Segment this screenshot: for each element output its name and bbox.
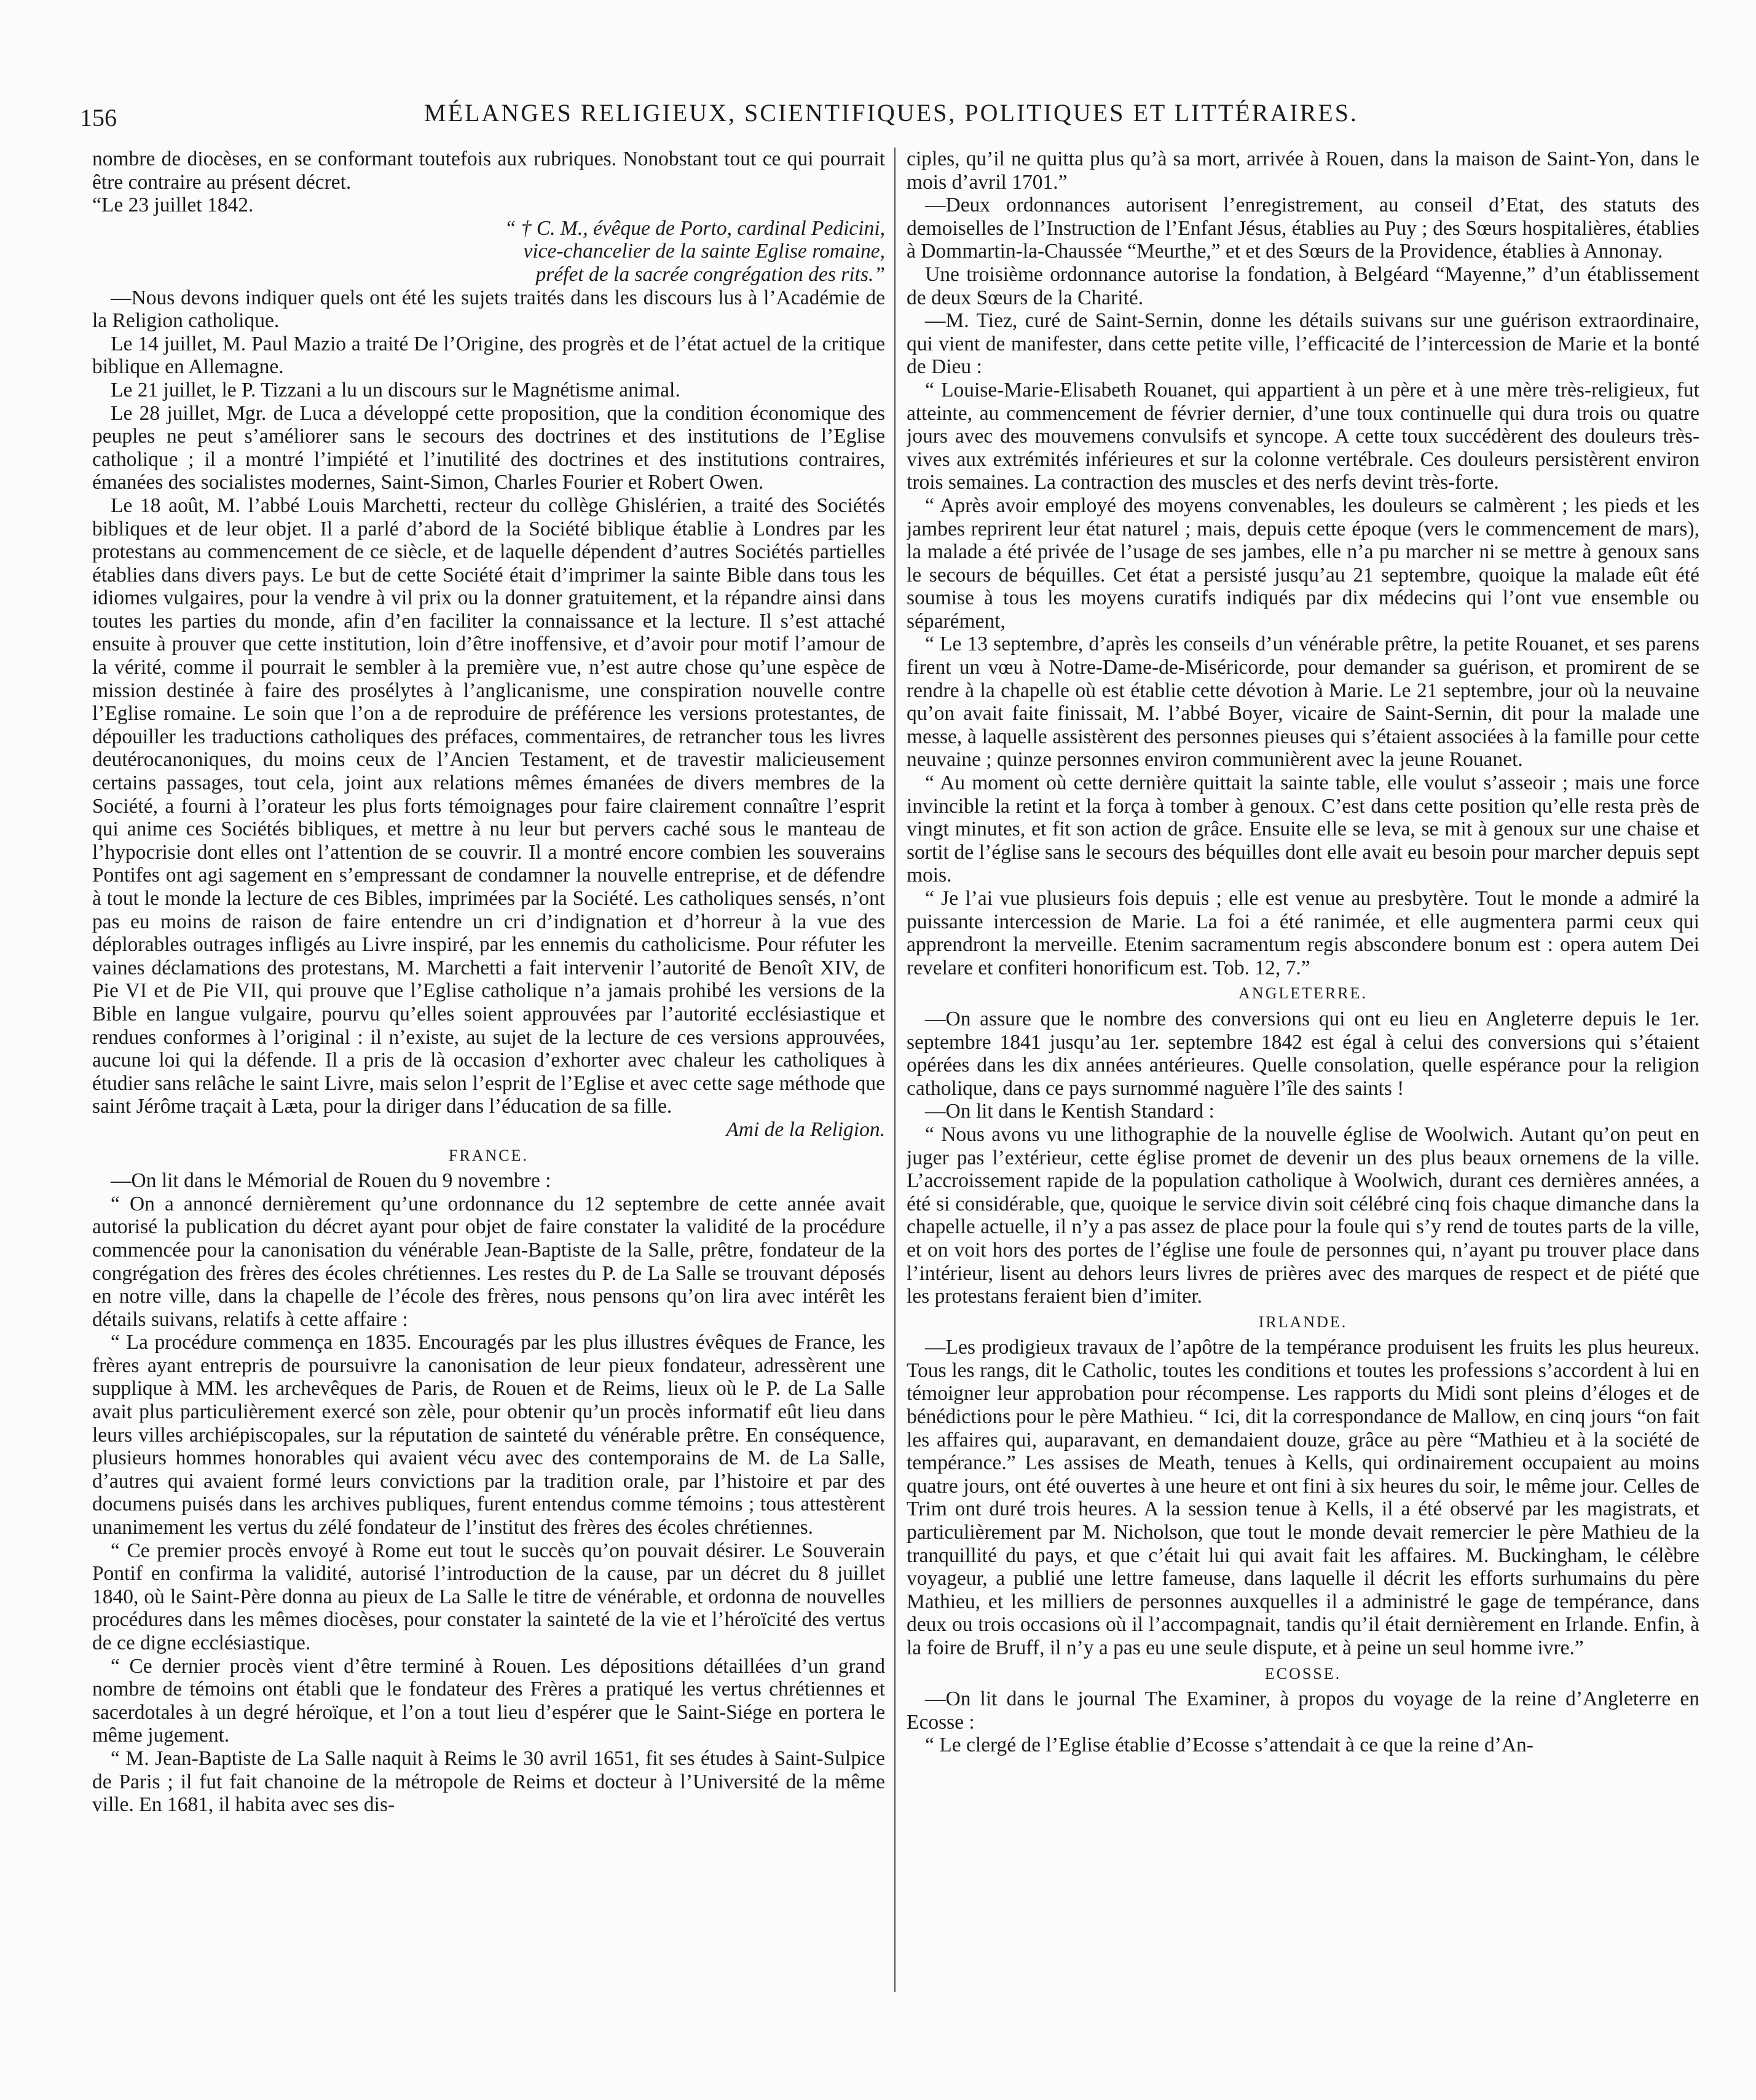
paragraph: —On lit dans le journal The Examiner, à propos du voyage de la reine d’Angleterre en Ecosse : — [907, 1688, 1699, 1734]
page-header — [80, 98, 1678, 141]
paragraph: —Nous devons indiquer quels ont été les sujets traités dans les discours lus à l’Académie de la Religion catholique. — [92, 286, 885, 333]
paragraph: “ Le 13 septembre, d’après les conseils d’un vénérable prêtre, la petite Rouanet, et ses parens firent un vœu à Notre-Dame-de-Miséricorde, pour demander sa guérison, et promirent de se rendre à la chapelle où est établie cette dévotion à Marie. Le 21 septembre, jour où la neuvaine qu’on avait faite finissait, M. l’abbé Boyer, vicaire de Saint-Sernin, dit pour la malade une messe, à laquelle assistèrent des personnes pieuses qui s’étaient associées à la famille pour cette neuvaine ; quinze personnes environ communièrent avec la jeune Rouanet. — [907, 633, 1699, 772]
paragraph: Une troisième ordonnance autorise la fondation, à Belgéard “Mayenne,” d’un établissement de deux Sœurs de la Charité. — [907, 262, 1699, 309]
paragraph: ciples, qu’il ne quitta plus qu’à sa mort, arrivée à Rouen, dans la maison de Saint-Yon, dans le mois d’avril 1701.” — [907, 148, 1699, 194]
paragraph: “ Ce premier procès envoyé à Rome eut tout le succès qu’on pouvait désirer. Le Souverain Pontif en confirma la validité, autorisé l’introduction de la cause, par un décret du 8 juillet 1840, où le Saint-Père donna au pieux de La Salle le titre de vénérable, et ordonna de nouvelles procédures dans les mêmes diocèses, pour constater la sainteté de la vie et l’héroïcité des vertus de ce digne ecclésiastique. — [92, 1539, 885, 1654]
paragraph: nombre de diocèses, en se conformant toutefois aux rubriques. Nonobstant tout ce qui pourrait être contraire au présent décret. — [92, 148, 885, 194]
paragraph: “ Le clergé de l’Eglise établie d’Ecosse s’attendait à ce que la reine d’An- — [925, 1734, 1534, 1757]
running-title: MÉLANGES RELIGIEUX, SCIENTIFIQUES, POLITIQUES ET LITTÉRAIRES. — [424, 99, 1358, 127]
right-column — [907, 148, 1699, 2053]
signature-date: “Le 23 juillet 1842. — [92, 194, 254, 217]
section-heading-angleterre: ANGLETERRE. — [1238, 984, 1368, 1003]
paragraph: —On lit dans le Kentish Standard : — [925, 1100, 1215, 1123]
paragraph: —On assure que le nombre des conversions qui ont eu lieu en Angleterre depuis le 1er. septembre 1841 jusqu’au 1er. septembre 1842 est égal à celui des conversions qui s’étaient opérées dans les dix années antérieures. Quelle consolation, quelle espérance pour la religion catholique, dans ce pays surnommé naguère l’île des saints ! — [907, 1007, 1699, 1100]
paragraph: Le 28 juillet, Mgr. de Luca a développé cette proposition, que la condition économique des peuples ne peut s’améliorer sans le secours des doctrines et des institutions de l’Eglise catholique ; il a montré l’impiété et l’inutilité des doctrines et des institutions contraires, émanées des socialistes modernes, Saint-Simon, Charles Fourier et Robert Owen. — [92, 401, 885, 494]
signature-line: préfet de la sacrée congrégation des rits.” — [535, 262, 885, 286]
paragraph: “ La procédure commença en 1835. Encouragés par les plus illustres évêques de France, les frères ayant entrepris de poursuivre la canonisation de leur pieux fondateur, adressèrent une supplique à MM. les archevêques de Paris, de Rouen et de Reims, lieux où le P. de La Salle avait plus particulièrement exercé son zèle, pour obtenir qu’un procès informatif eût lieu dans leurs villes archiépiscopales, sur la réputation de sainteté du vénérable prêtre. En conséquence, plusieurs hommes honorables qui avaient vécu avec des contemporains de M. de La Salle, d’autres qui avaient formé leurs convictions par la tradition orale, par l’histoire et par des documens puisés dans les archives publiques, furent entendus comme témoins ; tous attestèrent unanimement les vertus du zélé fondateur de l’institut des frères des écoles chrétiennes. — [92, 1331, 885, 1539]
page-number: 156 — [80, 104, 117, 132]
source-attribution: Ami de la Religion. — [726, 1118, 885, 1141]
left-column — [92, 148, 885, 2053]
section-heading-france: FRANCE. — [448, 1146, 529, 1164]
section-heading-irlande: IRLANDE. — [1258, 1312, 1348, 1331]
paragraph: “ Louise-Marie-Elisabeth Rouanet, qui appartient à un père et à une mère très-religieux, fut atteinte, au commencement de février dernier, d’une toux continuelle qui dura trois ou quatre jours avec des mouvemens convulsifs et syncope. A cette toux succédèrent des douleurs très-vives aux extrémités inférieures et sur la colonne vertébrale. Ces douleurs persistèrent environ trois semaines. La contraction des muscles et des nerfs devint très-forte. — [907, 378, 1699, 494]
paragraph: “ Au moment où cette dernière quittait la sainte table, elle voulut s’asseoir ; mais une force invincible la retint et la força à tomber à genoux. C’est dans cette position qu’elle resta près de vingt minutes, et fit son action de grâce. Ensuite elle se leva, se mit à genoux sur une chaise et sortit de l’église sans le secours des béquilles dont elle avait eu besoin pour marcher depuis sept mois. — [907, 772, 1699, 887]
paragraph: —M. Tiez, curé de Saint-Sernin, donne les détails suivans sur une guérison extraordinaire, qui vient de manifester, dans cette petite ville, l’efficacité de l’intercession de Marie et la bonté de Dieu : — [907, 309, 1699, 379]
paragraph: “ Nous avons vu une lithographie de la nouvelle église de Woolwich. Autant qu’on peut en juger pas l’extérieur, cette église promet de devenir un des plus beaux ornemens de la ville. L’accroissement rapide de la population catholique à Woolwich, durant ces dernières années, a été si considérable, que, quoique le service divin soit célébré cinq fois chaque dimanche dans la chapelle actuelle, il n’y a pas assez de place pour la foule qui s’y rend de toutes parts de la ville, et on voit hors des portes de l’église une foule de personnes qui, n’ayant pu trouver place dans l’intérieur, lisent au dehors leurs livres de prières avec des marques de respect et de piété que les protestans feraient bien d’imiter. — [907, 1123, 1699, 1308]
paragraph: “ M. Jean-Baptiste de La Salle naquit à Reims le 30 avril 1651, fit ses études à Saint-Sulpice de Paris ; il fut fait chanoine de la métropole de Reims et docteur à l’Université de la même ville. En 1681, il habita avec ses dis- — [92, 1747, 885, 1817]
signature-line: vice-chancelier de la sainte Eglise romaine, — [523, 240, 885, 263]
paragraph: —Deux ordonnances autorisent l’enregistrement, au conseil d’Etat, des statuts des demoiselles de l’Instruction de l’Enfant Jésus, établies au Puy ; des Sœurs hospitalières, établies à Dommartin-la-Chaussée “Meurthe,” et et des Sœurs de la Providence, établies à Annonay. — [907, 194, 1699, 263]
section-heading-ecosse: ECOSSE. — [1264, 1664, 1342, 1683]
paragraph: Le 14 juillet, M. Paul Mazio a traité De l’Origine, des progrès et de l’état actuel de la critique biblique en Allemagne. — [92, 332, 885, 379]
paragraph: Le 18 août, M. l’abbé Louis Marchetti, recteur du collège Ghislérien, a traité des Sociétés bibliques et de leur objet. Il a parlé d’abord de la Société biblique établie à Londres par les protestans au commencement de ce siècle, et de laquelle dépendent d’autres Sociétés partielles établies dans divers pays. Le but de cette Société était d’imprimer la sainte Bible dans tous les idiomes vulgaires, pour la vendre à vil prix ou la donner gratuitement, et la répandre ainsi dans toutes les parties du monde, afin d’en faciliter la connaissance et la lecture. Il s’est attaché ensuite à prouver que cette institution, loin d’être inoffensive, et d’avoir pour motif l’amour de la vérité, comme il pourrait le sembler à la première vue, n’est autre chose qu’une espèce de mission destinée à faire des prosélytes à l’anglicanisme, une conspiration nouvelle contre l’Eglise romaine. Le soin que l’on a de reproduire de préférence les versions protestantes, de dépouiller les traductions catholiques des préfaces, commentaires, de retrancher tous les livres deutérocanoniques, du moins ceux de l’Ancien Testament, et de travestir malicieusement certains passages, tout cela, joint aux relations mêmes émanées de divers membres de la Société, a fourni à l’orateur les plus forts témoignages pour faire clairement connaître l’esprit qui anime ces Sociétés bibliques, et mettre à nu leur but pervers caché sous le manteau de l’hypocrisie dont elles ont l’attention de se couvrir. Il a montré encore combien les souverains Pontifes ont agi sagement en s’empressant de condamner la nouvelle entreprise, et de défendre à tout le monde la lecture de ces Bibles, imprimées par la Société. Les catholiques sensés, n’ont pas eu moins de raison de faire entendre un cri d’indignation et d’horreur à la vue des déplorables outrages infligés au Livre inspiré, par les ennemis du catholicisme. Pour réfuter les vaines déclamations des protestans, M. Marchetti a fait intervenir l’autorité de Benoît XIV, de Pie VI et de Pie VII, qui prouve que l’Eglise catholique n’a jamais prohibé les versions de la Bible en langue vulgaire, pourvu qu’elles soient approuvées par l’autorité ecclésiastique et rendues conformes à l’original : il n’existe, au sujet de la lecture de ces versions approuvées, aucune loi qui la défende. Il a pris de là occasion d’exhorter avec chaleur les catholiques à étudier sans relâche le saint Livre, mais selon l’esprit de l’Eglise et avec cette sage méthode que saint Jérôme traçait à Læta, pour la diriger dans l’éducation de sa fille. — [92, 494, 885, 1118]
paragraph: Le 21 juillet, le P. Tizzani a lu un discours sur le Magnétisme animal. — [111, 378, 680, 401]
paragraph: “ Ce dernier procès vient d’être terminé à Rouen. Les dépositions détaillées d’un grand nombre de témoins ont établi que le fondateur des Frères a pratiqué les vertus chrétiennes et sacerdotales à un degré héroïque, et l’on a tout lieu d’espérer que le Saint-Siége en portera le même jugement. — [92, 1654, 885, 1747]
decree-signature — [92, 194, 885, 286]
paragraph: “ Je l’ai vue plusieurs fois depuis ; elle est venue au presbytère. Tout le monde a admiré la puissante intercession de Marie. La foi a été ranimée, et elle augmentera parmi ceux qui apprendront la merveille. Etenim sacramentum regis abscondere bonum est : opera autem Dei revelare et confiteri honorificum est. Tob. 12, 7.” — [907, 887, 1699, 979]
signature-line: “ † C. M., évêque de Porto, cardinal Pedicini, — [504, 216, 885, 240]
paragraph: “ Après avoir employé des moyens convenables, les douleurs se calmèrent ; les pieds et les jambes reprirent leur état naturel ; mais, depuis cette époque (vers le commencement de mars), la malade a été privée de l’usage de ses jambes, elle n’a pu marcher ni se mettre à genoux sans le secours de béquilles. Cet état a persisté jusqu’au 21 septembre, quoique la malade eût été soumise à tous les moyens curatifs indiqués par dix médecins qui l’ont vue ensemble ou séparément, — [907, 494, 1699, 633]
paragraph: “ On a annoncé dernièrement qu’une ordonnance du 12 septembre de cette année avait autorisé la publication du décret ayant pour objet de faire constater la validité de la procédure commencée pour la canonisation du vénérable Jean-Baptiste de la Salle, prêtre, fondateur de la congrégation des frères des écoles chrétiennes. Les restes du P. de La Salle se trouvant déposés en notre ville, dans la chapelle de l’école des frères, nous pensons qu’on lira avec intérêt les détails suivans, relatifs à cette affaire : — [92, 1192, 885, 1331]
column-divider — [894, 148, 896, 1992]
paragraph: —Les prodigieux travaux de l’apôtre de la tempérance produisent les fruits les plus heureux. Tous les rangs, dit le Catholic, toutes les conditions et toutes les professions s’accordent à lui en témoigner leur approbation pour récompense. Les rapports du Midi sont pleins d’éloges et de bénédictions pour le père Mathieu. “ Ici, dit la correspondance de Mallow, en cinq jours “on fait les affaires qui, auparavant, en demandaient douze, grâce au père “Mathieu et à la société de tempérance.” Les assises de Meath, tenues à Kells, qui ordinairement occupaient au moins quatre jours, ont été ouvertes à une heure et ont fini à six heures du soir, le même jour. Celles de Trim ont duré trois heures. A la session tenue à Kells, il a été observé par les magistrats, et particulièrement par M. Nicholson, que tout le monde devait remercier le père Mathieu de la tranquillité du pays, et que c’était lui qui avait fait les affaires. M. Buckingham, le célèbre voyageur, a publié une lettre fameuse, dans laquelle il décrit les efforts surhumains du père Mathieu, et les milliers de personnes auxquelles il a administré le gage de tempérance, dans deux ou trois occasions où il l’accompagnait, tandis qu’il était dernièrement en Irlande. Enfin, à la foire de Bruff, il n’y a pas eu une seule dispute, et à peine un seul homme ivre.” — [907, 1336, 1699, 1659]
paragraph: —On lit dans le Mémorial de Rouen du 9 novembre : — [111, 1169, 551, 1193]
